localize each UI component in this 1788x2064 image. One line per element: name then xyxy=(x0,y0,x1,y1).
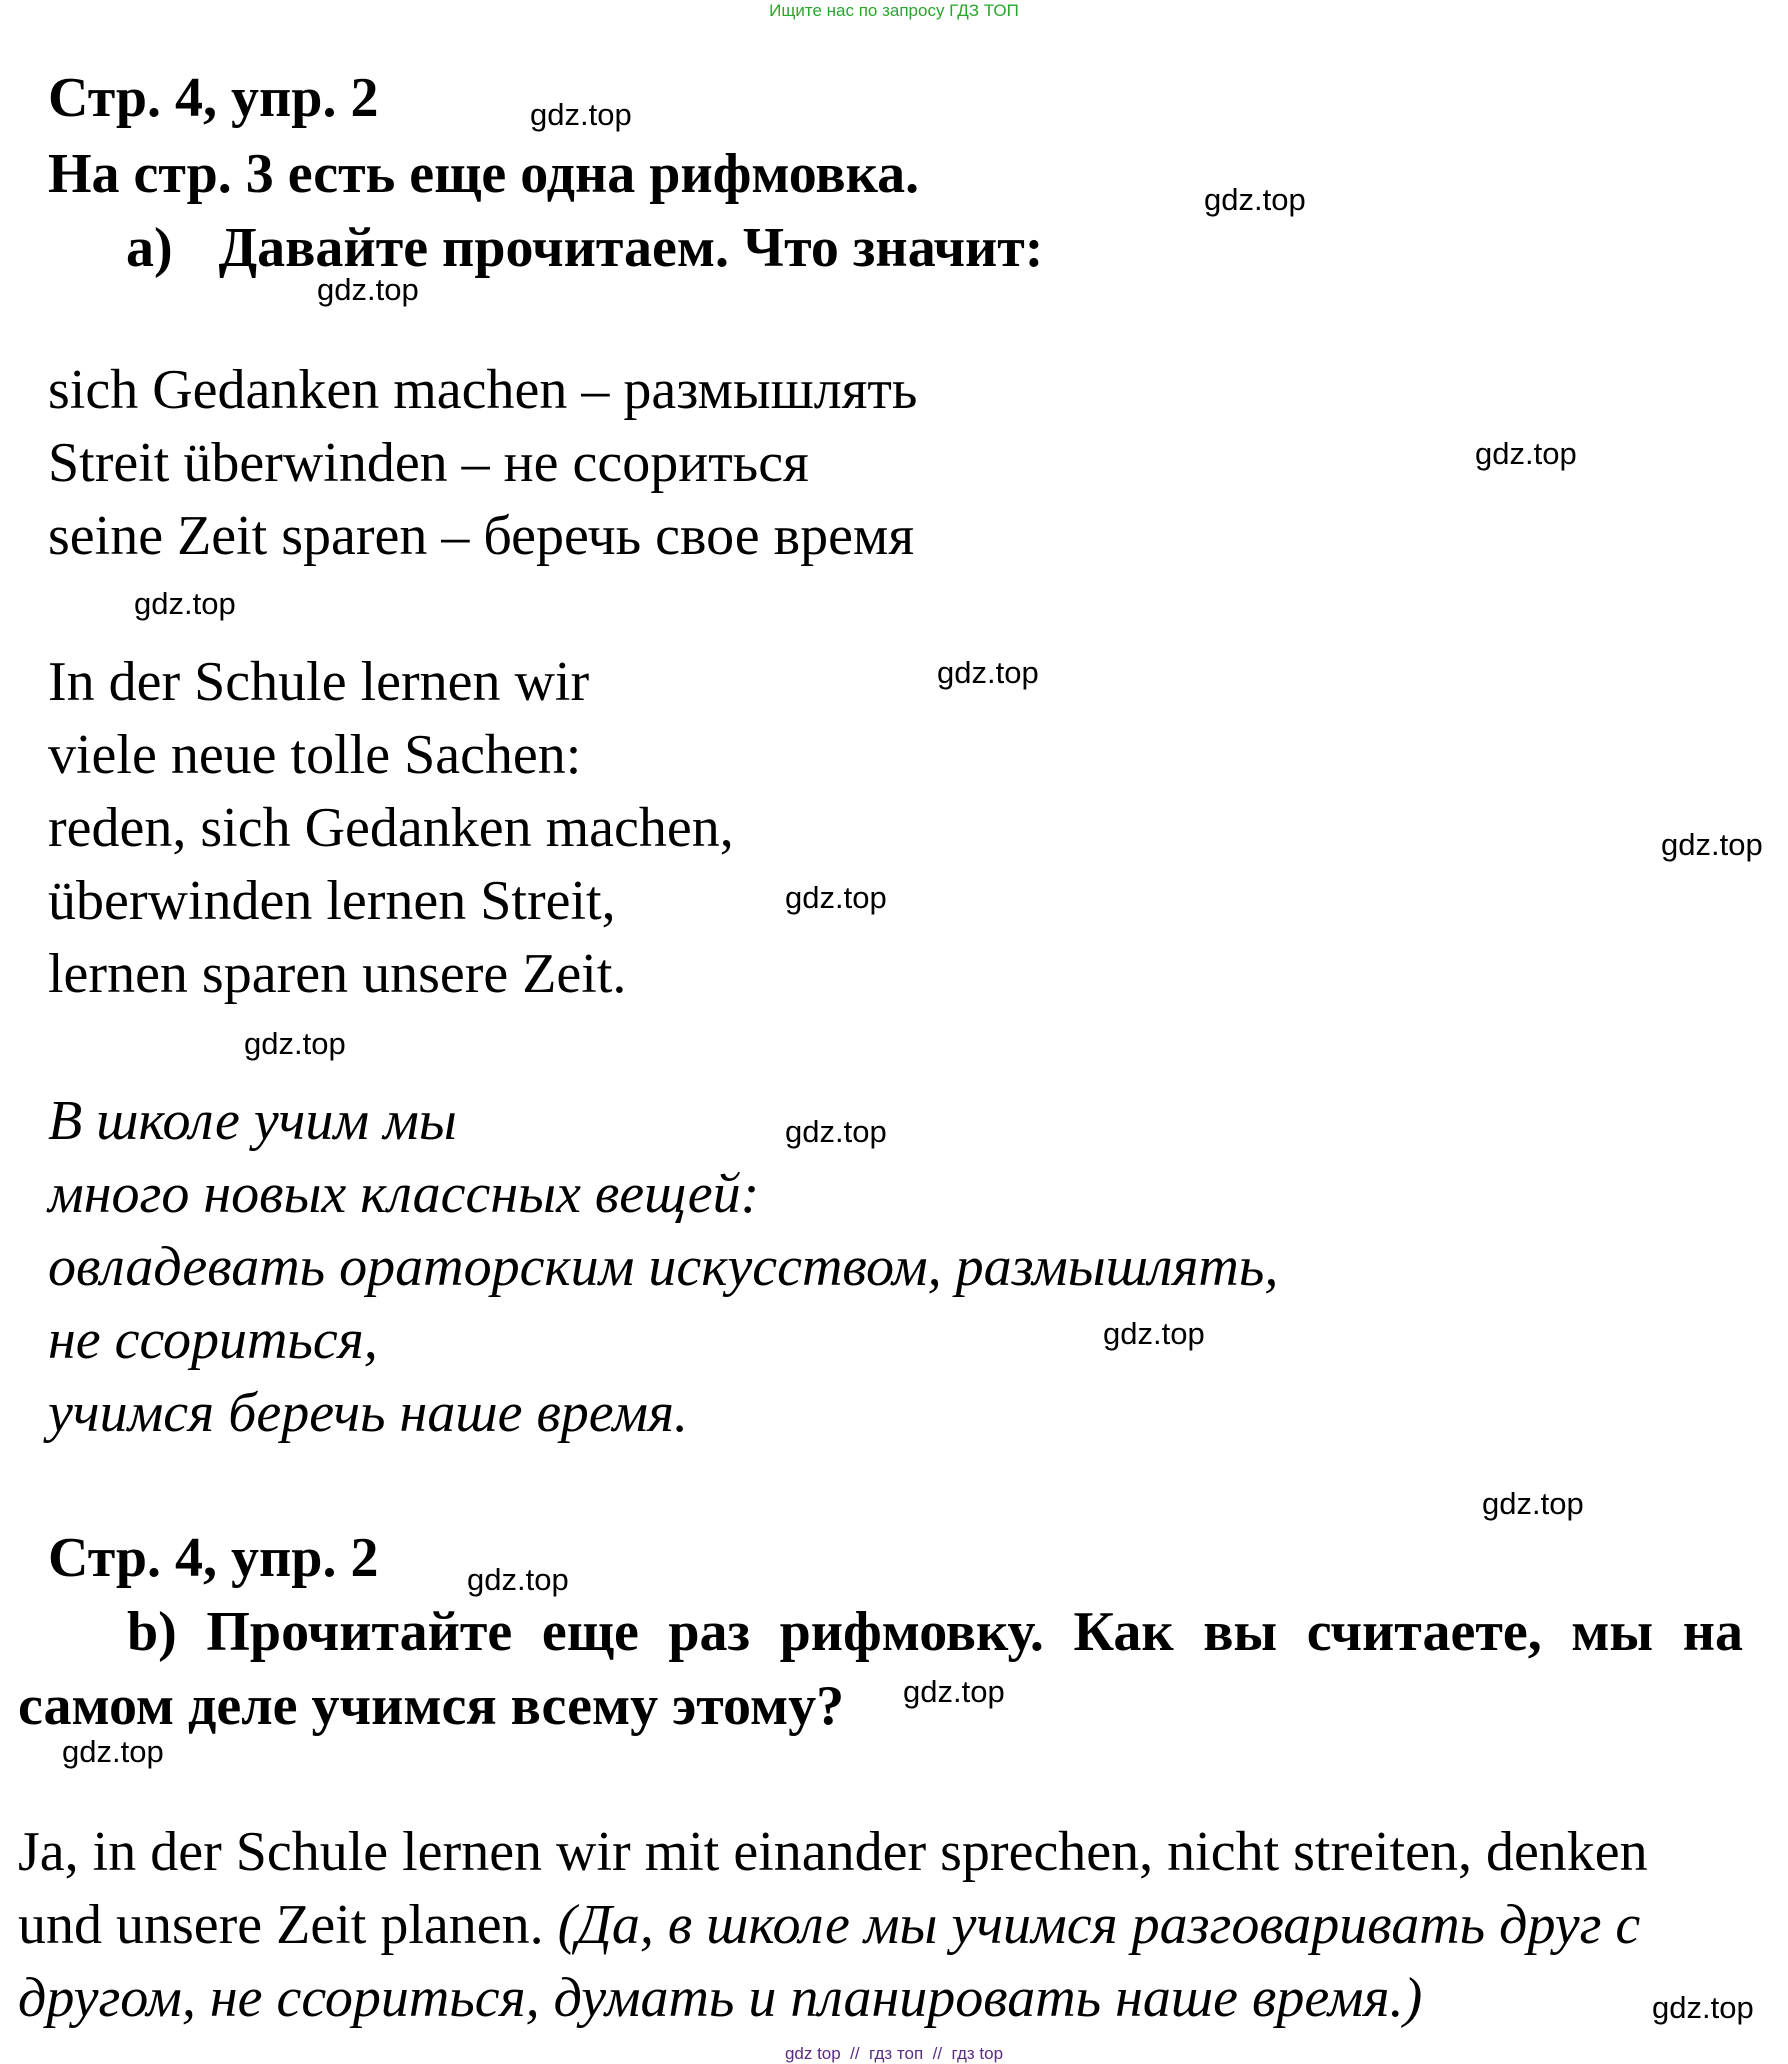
section-b-heading: Стр. 4, упр. 2 xyxy=(48,1527,379,1589)
answer-german: Ja, in der Schule lernen wir mit einander sprechen, nicht streiten, denken und unsere Zeit planen. xyxy=(18,1821,1648,1956)
watermark: gdz.top xyxy=(1482,1486,1584,1521)
watermark: gdz.top xyxy=(1103,1316,1205,1351)
poem-russian-line-5: учимся беречь наше время. xyxy=(48,1382,688,1444)
poem-russian-line-3: овладевать ораторским искусством, размышлять, xyxy=(48,1236,1279,1298)
task-label: a) xyxy=(126,217,173,279)
top-banner: Ищите нас по запросу ГДЗ ТОП xyxy=(769,1,1019,20)
watermark: gdz.top xyxy=(785,880,887,915)
poem-german-line-4: überwinden lernen Streit, xyxy=(48,870,616,932)
watermark: gdz.top xyxy=(62,1734,164,1769)
watermark: gdz.top xyxy=(530,97,632,132)
section-b-task-line-2: самом деле учимся всему этому? xyxy=(18,1675,845,1737)
watermark: gdz.top xyxy=(467,1562,569,1597)
watermark: gdz.top xyxy=(903,1674,1005,1709)
section-b-task-line-1: b) Прочитайте еще раз рифмовку. Как вы считаете, мы на xyxy=(127,1601,1743,1663)
section-a-intro: На стр. 3 есть еще одна рифмовка. xyxy=(48,143,920,205)
watermark: gdz.top xyxy=(1652,1990,1754,2025)
watermark: gdz.top xyxy=(1204,182,1306,217)
answer-paragraph xyxy=(18,1816,1743,2035)
watermark: gdz.top xyxy=(244,1026,346,1061)
poem-russian-line-2: много новых классных вещей: xyxy=(48,1163,760,1225)
phrase-1: sich Gedanken machen – размышлять xyxy=(48,359,918,421)
watermark: gdz.top xyxy=(1661,827,1763,862)
poem-russian-line-4: не ссориться, xyxy=(48,1309,378,1371)
poem-german-line-1: In der Schule lernen wir xyxy=(48,651,590,713)
watermark: gdz.top xyxy=(1475,436,1577,471)
poem-german-line-2: viele neue tolle Sachen: xyxy=(48,724,582,786)
watermark: gdz.top xyxy=(317,272,419,307)
phrase-3: seine Zeit sparen – беречь свое время xyxy=(48,505,915,567)
watermark: gdz.top xyxy=(785,1114,887,1149)
footer-watermark: gdz top // гдз топ // гдз top xyxy=(784,2044,1004,2063)
poem-german-line-5: lernen sparen unsere Zeit. xyxy=(48,943,627,1005)
section-a-task xyxy=(126,216,1043,280)
poem-russian-line-1: В школе учим мы xyxy=(48,1090,457,1152)
watermark: gdz.top xyxy=(134,586,236,621)
phrase-2: Streit überwinden – не ссориться xyxy=(48,432,809,494)
task-text: Давайте прочитаем. Что значит: xyxy=(218,217,1044,279)
section-a-heading: Стр. 4, упр. 2 xyxy=(48,67,379,129)
poem-german-line-3: reden, sich Gedanken machen, xyxy=(48,797,734,859)
answer-russian: (Да, в школе мы учимся разговаривать друг с другом, не ссориться, думать и планировать наше время.) xyxy=(18,1894,1641,2029)
watermark: gdz.top xyxy=(937,655,1039,690)
